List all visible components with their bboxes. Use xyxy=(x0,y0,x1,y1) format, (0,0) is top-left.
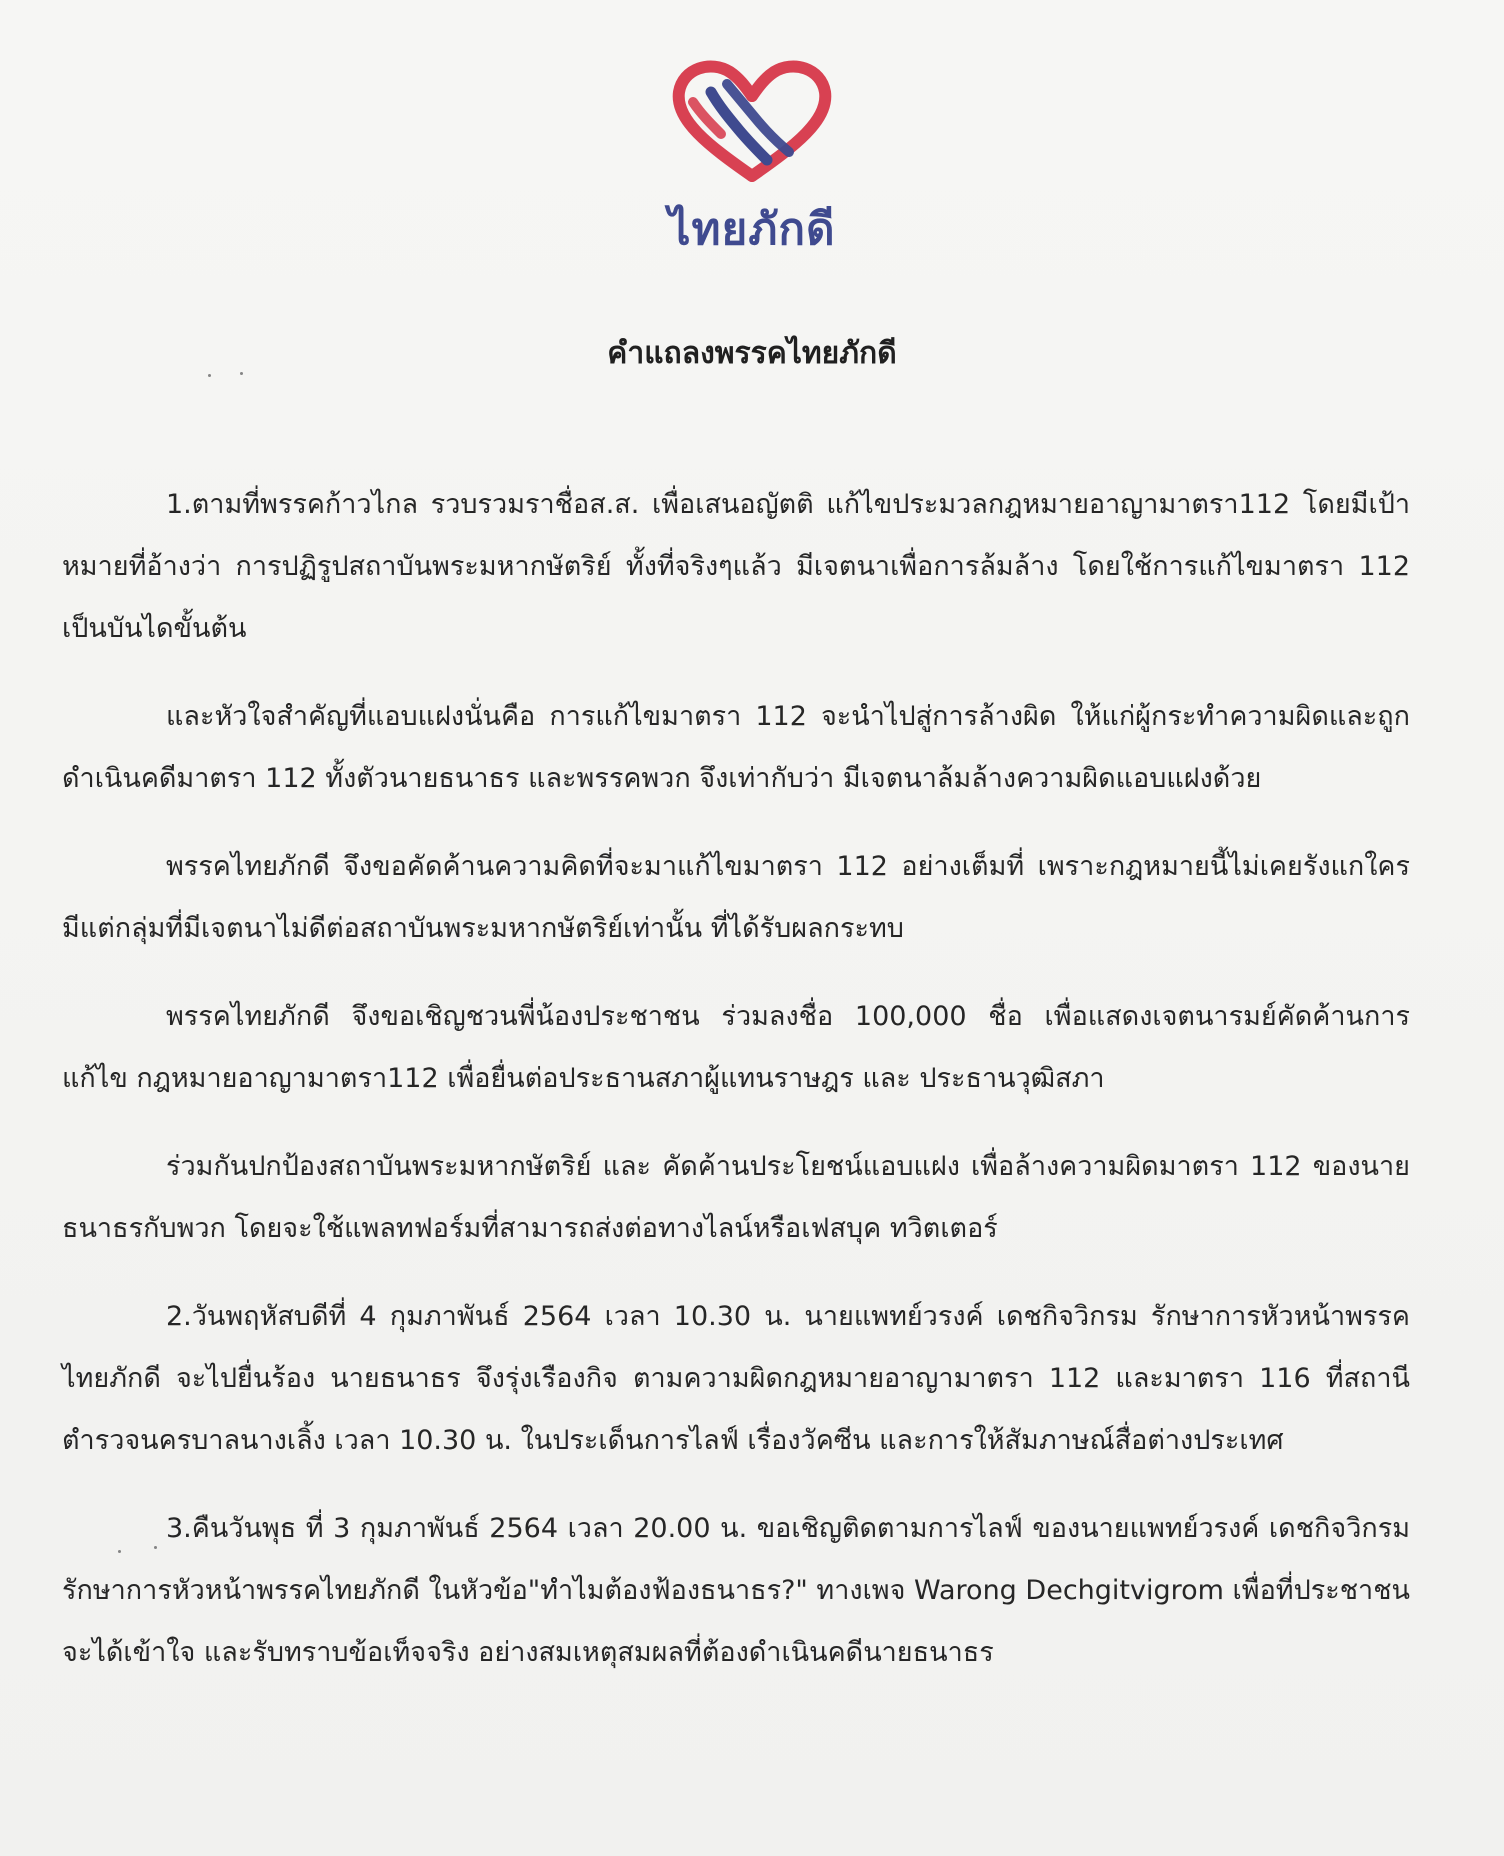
scan-speck xyxy=(154,1546,157,1549)
paragraph-3: พรรคไทยภักดี จึงขอคัดค้านความคิดที่จะมาแก้ไขมาตรา 112 อย่างเต็มที่ เพราะกฎหมายนี้ไม่เคยรังแกใคร มีแต่กลุ่มที่มีเจตนาไม่ดีต่อสถาบันพระมหากษัตริย์เท่านั้น ที่ได้รับผลกระทบ xyxy=(62,851,1410,944)
party-logo xyxy=(0,58,1504,264)
scan-speck xyxy=(208,374,211,377)
scan-speck xyxy=(118,1550,121,1553)
document-title: คำแถลงพรรคไทยภักดี xyxy=(607,336,897,371)
scan-speck xyxy=(240,372,243,375)
paragraph-2: และหัวใจสำคัญที่แอบแฝงนั่นคือ การแก้ไขมาตรา 112 จะนำไปสู่การล้างผิด ให้แก่ผู้กระทำความผิดและถูกดำเนินคดีมาตรา 112 ทั้งตัวนายธนาธร และพรรคพวก จึงเท่ากับว่า มีเจตนาล้มล้างความผิดแอบแฝงด้วย xyxy=(62,701,1410,794)
paragraph-7: 3.คืนวันพุธ ที่ 3 กุมภาพันธ์ 2564 เวลา 20.00 น. ขอเชิญติดตามการไลฟ์ ของนายแพทย์วรงค์ เดชกิจวิกรม รักษาการหัวหน้าพรรคไทยภักดี ในหัวข้อ"ทำไมต้องฟ้องธนาธร?" ทางเพจ Warong Dechgitvigrom เพื่อที่ประชาชน จะได้เข้าใจ และรับทราบข้อเท็จจริง อย่างสมเหตุสมผลที่ต้องดำเนินคดีนายธนาธร xyxy=(62,1513,1410,1668)
heart-logo-icon xyxy=(667,58,837,188)
paragraph-5: ร่วมกันปกป้องสถาบันพระมหากษัตริย์ และ คัดค้านประโยชน์แอบแฝง เพื่อล้างความผิดมาตรา 112 ของนายธนาธรกับพวก โดยจะใช้แพลทฟอร์มที่สามารถส่งต่อทางไลน์หรือเฟสบุค ทวิตเตอร์ xyxy=(62,1151,1410,1244)
document-body xyxy=(62,474,1410,1710)
paragraph-4: พรรคไทยภักดี จึงขอเชิญชวนพี่น้องประชาชน ร่วมลงชื่อ 100,000 ชื่อ เพื่อแสดงเจตนารมย์คัดค้านการแก้ไข กฎหมายอาญามาตรา112 เพื่อยื่นต่อประธานสภาผู้แทนราษฎร และ ประธานวุฒิสภา xyxy=(62,1001,1410,1094)
paragraph-6: 2.วันพฤหัสบดีที่ 4 กุมภาพันธ์ 2564 เวลา 10.30 น. นายแพทย์วรงค์ เดชกิจวิกรม รักษาการหัวหน้าพรรคไทยภักดี จะไปยื่นร้อง นายธนาธร จึงรุ่งเรืองกิจ ตามความผิดกฎหมายอาญามาตรา 112 และมาตรา 116 ที่สถานีตำรวจนครบาลนางเลิ้ง เวลา 10.30 น. ในประเด็นการไลฟ์ เรื่องวัคซีน และการให้สัมภาษณ์สื่อต่างประเทศ xyxy=(62,1301,1410,1456)
paragraph-1: 1.ตามที่พรรคก้าวไกล รวบรวมราชื่อส.ส. เพื่อเสนอญัตติ แก้ไขประมวลกฎหมายอาญามาตรา112 โดยมีเป้าหมายที่อ้างว่า การปฏิรูปสถาบันพระมหากษัตริย์ ทั้งที่จริงๆแล้ว มีเจตนาเพื่อการล้มล้าง โดยใช้การแก้ไขมาตรา 112 เป็นบันไดขั้นต้น xyxy=(62,489,1410,644)
logo-text: ไทยภักดี xyxy=(668,204,836,255)
